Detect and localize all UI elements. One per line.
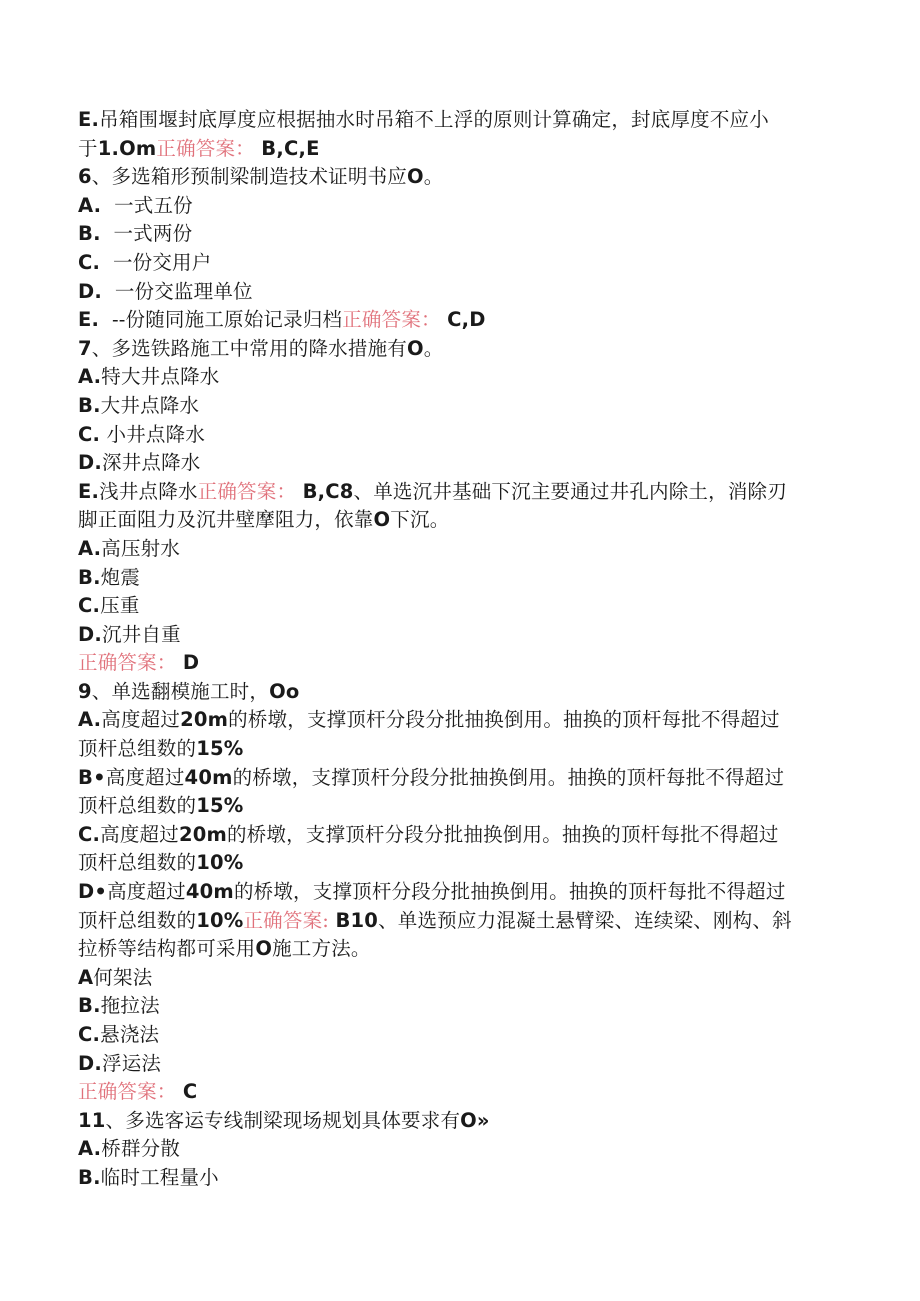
text-line: 顶杆总组数的10%正确答案: B10、单选预应力混凝土悬臂梁、连续梁、刚构、斜 [78,908,792,932]
option-line: C.高度超过20m的桥墩，支撑顶杆分段分批抽换倒用。抽换的顶杆每批不得超过 [78,822,779,846]
answer-value: B,C,E [261,136,320,160]
answer-label: 正确答案： [342,308,441,332]
option-line: B.炮震 [78,565,141,589]
text-line: 顶杆总组数的15% [78,737,244,761]
option-line: E.浅井点降水正确答案： B,C8、单选沉井基础下沉主要通过井孔内除土，消除刃 [78,479,787,503]
answer-value: D [182,651,200,675]
option-line: A.特大井点降水 [78,365,220,389]
answer-line [78,1078,838,1107]
option-line: B. 一式两份 [78,222,193,246]
text-line: 顶杆总组数的15% [78,794,244,818]
option-line: A何架法 [78,965,153,989]
text-line: 拉桥等结构都可采用O施工方法。 [78,937,371,961]
option-line: D.沉井自重 [78,622,181,646]
option-line: B.临时工程量小 [78,1165,219,1189]
option-line: B.大井点降水 [78,393,200,417]
text-line: 顶杆总组数的10% [78,851,244,875]
document-page [78,106,838,1193]
option-line: A.桥群分散 [78,1137,181,1161]
option-line: C. 小井点降水 [78,422,206,446]
option-line: D•高度超过40m的桥墩，支撑顶杆分段分批抽换倒用。抽换的顶杆每批不得超过 [78,880,786,904]
option-line: B.拖拉法 [78,994,160,1018]
question-title: 7、多选铁路施工中常用的降水措施有O。 [78,336,444,360]
option-line: B•高度超过40m的桥墩，支撑顶杆分段分批抽换倒用。抽换的顶杆每批不得超过 [78,765,785,789]
option-line: D.深井点降水 [78,451,201,475]
question-title: 9、单选翻模施工时，Oo [78,679,300,703]
answer-line [78,649,838,678]
option-line: A. 一式五份 [78,193,193,217]
option-line: D. 一份交监理单位 [78,279,253,303]
option-line: D.浮运法 [78,1051,162,1075]
answer-value: C,D [447,308,486,332]
text-line: 于1.Om正确答案： B,C,E [78,136,320,160]
option-line: E. --份随同施工原始记录归档正确答案： C,D [78,308,486,332]
option-line: C.悬浇法 [78,1023,160,1046]
option-line: C. 一份交用户 [78,250,212,274]
answer-label: 正确答案： [197,479,297,503]
answer-value: B,C8 [302,479,354,503]
answer-label: 正确答案： [78,651,177,675]
option-line: A.高度超过20m的桥墩，支撑顶杆分段分批抽换倒用。抽换的顶杆每批不得超过 [78,708,780,732]
text-line: E.吊箱围堰封底厚度应根据抽水时吊箱不上浮的原则计算确定，封底厚度不应小 [78,108,769,131]
answer-label: 正确答案： [78,1080,177,1104]
question-title: 11、多选客运专线制梁现场规划具体要求有O» [78,1108,490,1132]
option-line: C.压重 [78,594,140,618]
answer-label: 正确答案： [156,136,255,160]
answer-value: C [182,1080,198,1104]
question-title: 6、多选箱形预制梁制造技术证明书应O。 [78,165,444,189]
text-line: 脚正面阻力及沉井壁摩阻力，依靠O下沉。 [78,508,450,532]
answer-label: 正确答案: [243,908,330,932]
option-line: A.高压射水 [78,536,181,560]
answer-value: B10 [335,908,379,932]
